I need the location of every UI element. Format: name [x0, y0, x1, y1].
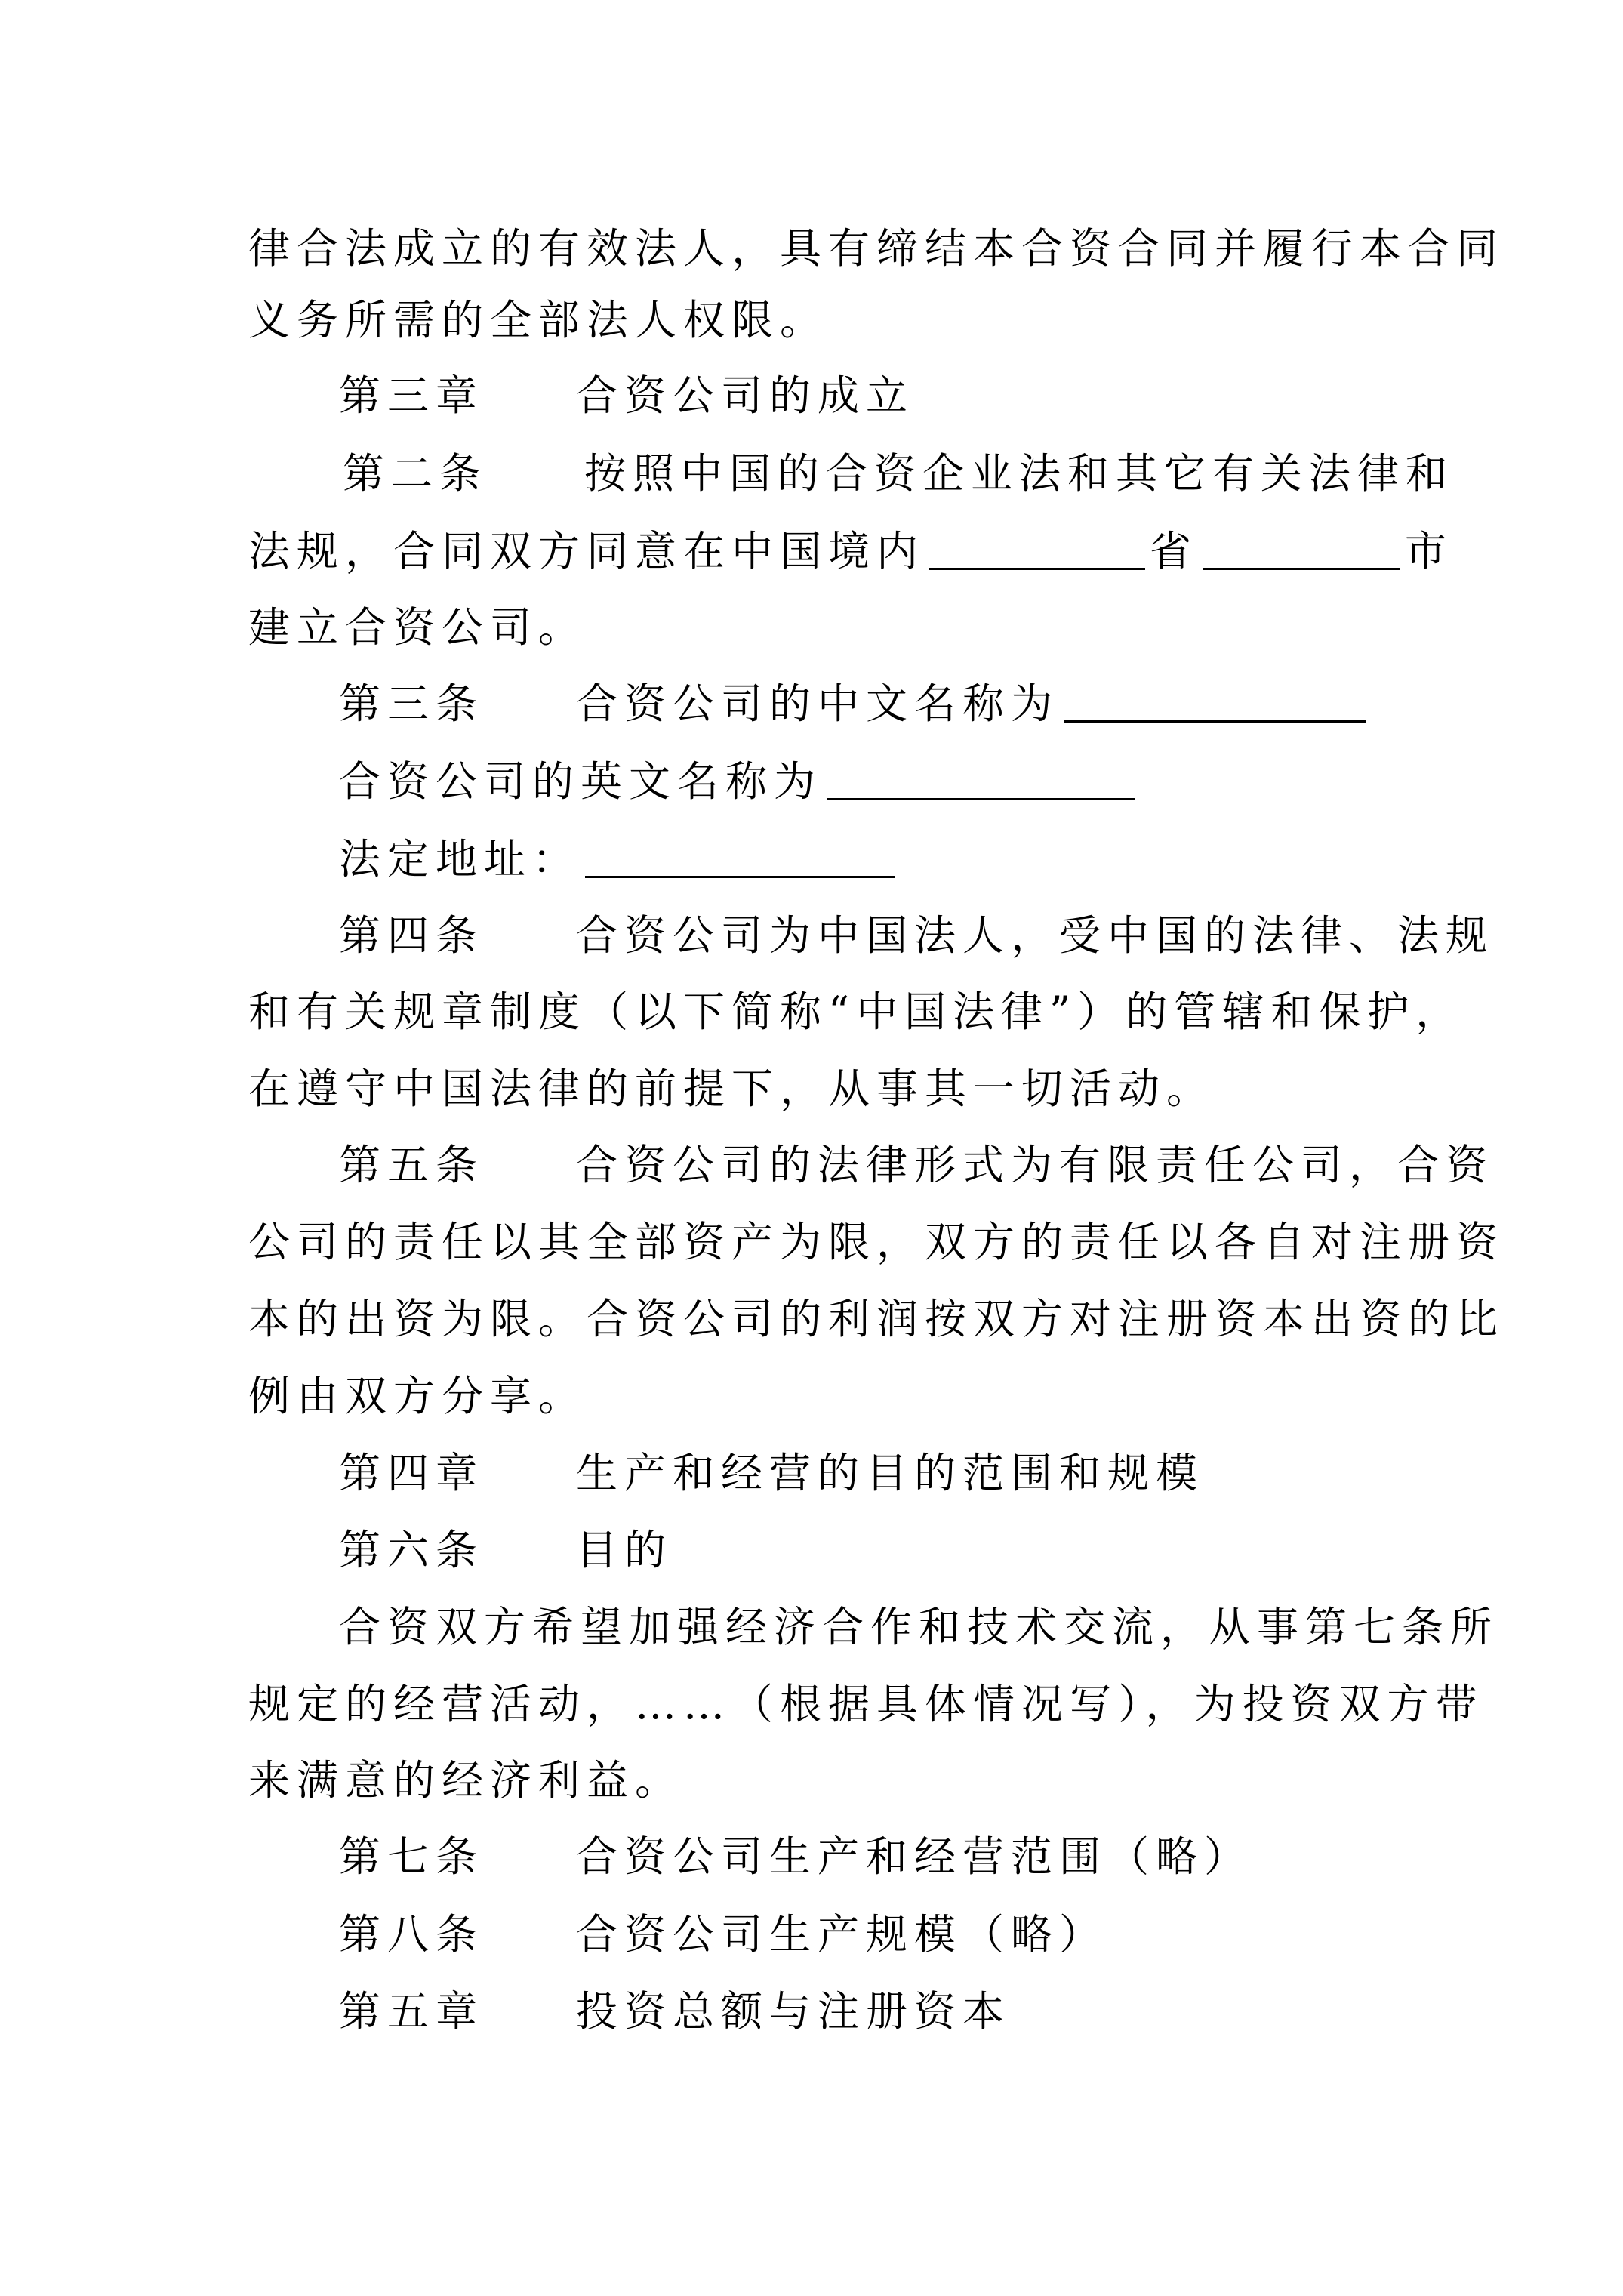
text-run: 合资公司的英文名称为 — [339, 757, 823, 806]
text-run: 在遵守中国法律的前提下，从事其一切活动。 — [248, 1065, 1215, 1113]
text-run: 和有关规章制度（以下简称“中国法律”）的管辖和保护， — [248, 988, 1464, 1036]
article-number: 第四条 — [339, 911, 485, 960]
text-run: 合资公司为中国法人，受中国的法律、法规 — [576, 911, 1495, 960]
paragraph-line — [339, 757, 1139, 806]
text-run: 义务所需的全部法人权限。 — [248, 296, 829, 344]
paragraph-line — [248, 1372, 587, 1420]
paragraph-line — [248, 224, 1505, 273]
text-run: 合资双方希望加强经济合作和技术交流，从事第七条所 — [339, 1603, 1499, 1651]
article-line — [339, 1910, 1108, 1959]
article-number: 第七条 — [339, 1832, 485, 1881]
text-run: 例由双方分享。 — [248, 1372, 587, 1420]
chapter-number: 第三章 — [339, 371, 485, 420]
text-run: 合资公司生产和经营范围（略） — [576, 1832, 1253, 1881]
article-number: 第二条 — [343, 449, 488, 498]
article-number: 第六条 — [339, 1526, 485, 1574]
article-number: 第五条 — [339, 1141, 485, 1189]
paragraph-line — [339, 1603, 1499, 1651]
chapter-title: 生产和经营的目的范围和规模 — [576, 1449, 1205, 1497]
text-run: 省 — [1150, 527, 1199, 575]
paragraph-line — [339, 835, 899, 883]
article-line — [339, 680, 1370, 728]
fill-in-address-blank[interactable] — [585, 838, 895, 878]
text-run: 合资公司生产规模（略） — [576, 1910, 1108, 1959]
text-run: 来满意的经济利益。 — [248, 1756, 684, 1804]
chapter-title: 投资总额与注册资本 — [576, 1987, 1012, 2036]
chapter-number: 第五章 — [339, 1987, 485, 2036]
text-run: 法规，合同双方同意在中国境内 — [248, 527, 925, 575]
chapter-heading — [339, 1449, 1205, 1497]
text-run: 建立合资公司。 — [248, 603, 587, 652]
paragraph-line — [248, 1756, 684, 1804]
article-line — [339, 911, 1495, 960]
fill-in-chinese-name-blank[interactable] — [1064, 683, 1366, 723]
text-run: 本的出资为限。合资公司的利润按双方对注册资本出资的比 — [248, 1295, 1505, 1343]
paragraph-line — [248, 1680, 1484, 1728]
article-line — [339, 1141, 1495, 1189]
article-line — [343, 449, 1455, 498]
paragraph-line — [248, 988, 1464, 1036]
paragraph-line — [248, 1218, 1505, 1266]
article-number: 第八条 — [339, 1910, 485, 1959]
article-line — [339, 1526, 673, 1574]
text-run: 市 — [1405, 527, 1454, 575]
paragraph-line — [248, 1295, 1505, 1343]
text-run: 合资公司的法律形式为有限责任公司，合资 — [576, 1141, 1495, 1189]
paragraph-line — [248, 296, 829, 344]
text-run: 合资公司的中文名称为 — [576, 680, 1060, 728]
chapter-number: 第四章 — [339, 1449, 485, 1497]
text-run: 公司的责任以其全部资产为限，双方的责任以各自对注册资 — [248, 1218, 1505, 1266]
article-title: 目的 — [576, 1526, 673, 1574]
text-run: 按照中国的合资企业法和其它有关法律和 — [584, 449, 1455, 498]
chapter-title: 合资公司的成立 — [576, 371, 915, 420]
paragraph-line — [248, 527, 1454, 575]
fill-in-english-name-blank[interactable] — [827, 760, 1135, 800]
text-run: 规定的经营活动，……（根据具体情况写），为投资双方带 — [248, 1680, 1484, 1728]
fill-in-province-blank[interactable] — [929, 530, 1145, 570]
chapter-heading — [339, 1987, 1012, 2036]
article-line — [339, 1832, 1253, 1881]
text-run: 法定地址： — [339, 835, 581, 883]
fill-in-city-blank[interactable] — [1203, 530, 1400, 570]
article-number: 第三条 — [339, 680, 485, 728]
paragraph-line — [248, 603, 587, 652]
paragraph-line — [248, 1065, 1215, 1113]
chapter-heading — [339, 371, 915, 420]
text-run: 律合法成立的有效法人，具有缔结本合资合同并履行本合同 — [248, 224, 1505, 273]
